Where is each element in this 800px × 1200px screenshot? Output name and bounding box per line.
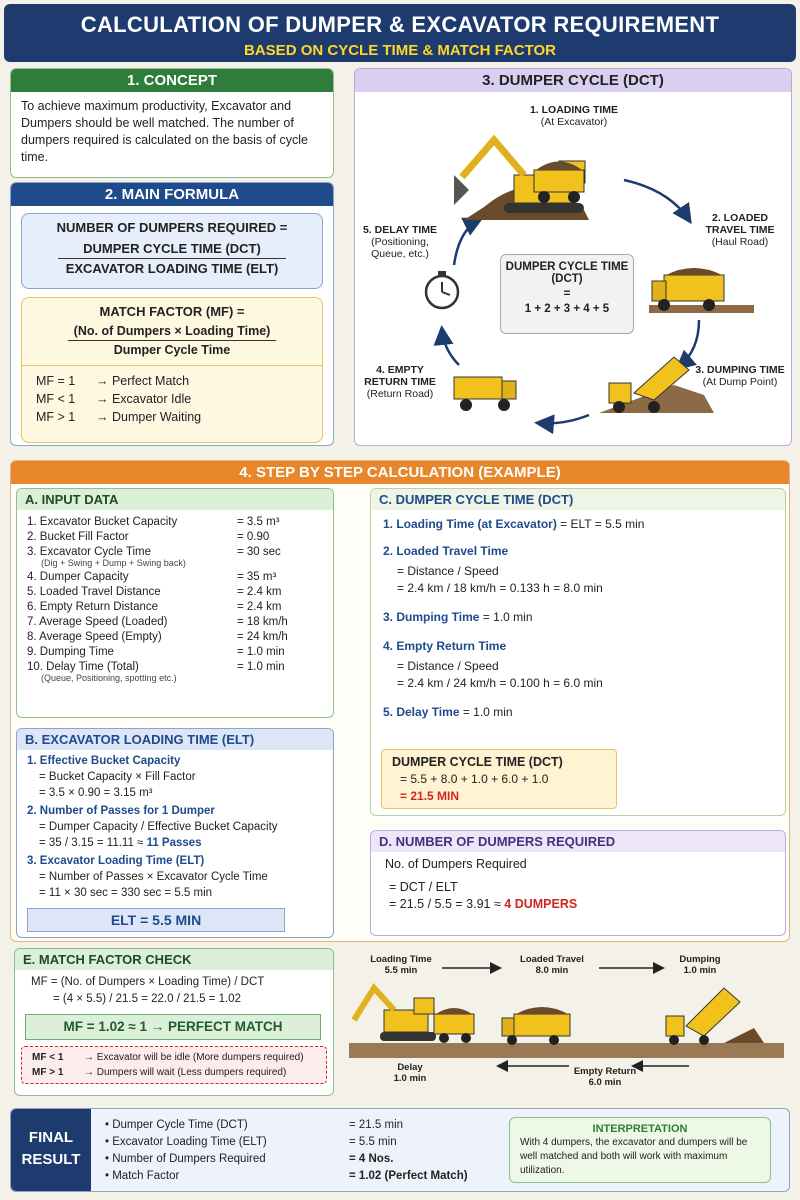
input-row: 6. Empty Return Distance = 2.4 km <box>27 600 282 613</box>
final-panel <box>10 1108 790 1192</box>
input-row: 5. Loaded Travel Distance = 2.4 km <box>27 585 282 598</box>
dumpers-formula <box>21 213 323 289</box>
step-loading: 1. LOADING TIME (At Excavator) <box>529 104 619 128</box>
dct-center-box: DUMPER CYCLE TIME (DCT) = 1 + 2 + 3 + 4 + 5 <box>500 254 634 334</box>
cycle-arrow <box>454 220 479 265</box>
match-factor-formula <box>21 297 323 443</box>
match-check-title: E. MATCH FACTOR CHECK <box>15 949 333 970</box>
concept-text: To achieve maximum productivity, Excavator and Dumpers should be well matched. The number of dumpers required is calculated on the basis of cycle time. <box>21 99 308 164</box>
input-row: 1. Excavator Bucket Capacity = 3.5 m³ <box>27 515 280 528</box>
input-row: 2. Bucket Fill Factor = 0.90 <box>27 530 270 543</box>
mf-row: MF > 1 → Dumper Waiting <box>36 410 202 424</box>
loaded-truck-icon <box>649 268 754 313</box>
flow-empty-return: Empty Return 6.0 min <box>573 1066 637 1088</box>
ndr-label: NUMBER OF DUMPERS REQUIRED = <box>56 220 288 235</box>
step-title: 4. STEP BY STEP CALCULATION (EXAMPLE) <box>11 461 789 484</box>
final-list: • Dumper Cycle Time (DCT) = 21.5 min • Excavator Loading Time (ELT) = 5.5 min • Number of Dumpers Required = 4 Nos. • Match Factor = 1.02 (Perfect Match) <box>105 1119 468 1182</box>
page-title: CALCULATION OF DUMPER & EXCAVATOR REQUIREMENT <box>80 12 720 37</box>
dct-result-box: DUMPER CYCLE TIME (DCT) = 5.5 + 8.0 + 1.0 + 6.0 + 1.0 = 21.5 MIN <box>381 749 617 809</box>
fraction-line <box>58 258 286 259</box>
input-row: 7. Average Speed (Loaded) = 18 km/h <box>27 615 288 628</box>
dct-title: C. DUMPER CYCLE TIME (DCT) <box>371 489 785 510</box>
ground-strip <box>349 1043 784 1058</box>
fraction-line <box>68 340 276 341</box>
step-delay: 5. DELAY TIME (Positioning, Queue, etc.) <box>362 224 438 260</box>
page-subtitle: BASED ON CYCLE TIME & MATCH FACTOR <box>244 42 556 59</box>
match-check-panel: E. MATCH FACTOR CHECK MF = (No. of Dumpers × Loading Time) / DCT = (4 × 5.5) / 21.5 = 22.0 / 21.5 = 1.02 MF = 1.02 ≈ 1 → PERFECT MATCH MF < 1 → Excavator will be idle (More dumpers required) MF > 1 → Dumpers will wait (Less dumpers required) <box>14 948 334 1096</box>
cycle-arrow <box>679 320 699 367</box>
mf-numerator: (No. of Dumpers × Loading Time) <box>73 324 271 338</box>
concept-title: 1. CONCEPT <box>11 69 333 92</box>
dct-panel: C. DUMPER CYCLE TIME (DCT) 1. Loading Time (at Excavator) = ELT = 5.5 min 2. Loaded Travel Time = Distance / Speed = 2.4 km / 18 km/h = 0.133 h = 8.0 min 3. Dumping Time = 1.0 min 4. Empty Return Time = Distance / Speed = 2.4 km / 24 km/h = 0.100 h = 6.0 min 5. Delay Time = 1.0 min DUMPER CYCLE TIME (DCT) = 5.5 + 8.0 + 1.0 + 6.0 + 1.0 = 21.5 MIN <box>370 488 786 816</box>
dumpers-title: D. NUMBER OF DUMPERS REQUIRED <box>371 831 785 852</box>
step-empty-return: 4. EMPTY RETURN TIME (Return Road) <box>364 364 436 400</box>
mf-label: MATCH FACTOR (MF) = <box>99 304 245 319</box>
input-row: 8. Average Speed (Empty) = 24 km/h <box>27 630 288 643</box>
mf-row: MF < 1 → Excavator Idle <box>36 392 192 406</box>
elt-result: ELT = 5.5 MIN <box>27 908 285 932</box>
elt-panel: B. EXCAVATOR LOADING TIME (ELT) 1. Effective Bucket Capacity = Bucket Capacity × Fill Factor = 3.5 × 0.90 = 3.15 m³ 2. Number of Passes for 1 Dumper = Dumper Capacity / Effective Bucket Capacity = 35 / 3.15 = 11.11 ≈ 11 Passes 3. Excavator Loading Time (ELT) = Number of Passes × Excavator Cycle Time = 11 × 30 sec = 330 sec = 5.5 min ELT = 5.5 MIN <box>16 728 334 938</box>
concept-panel <box>10 68 334 178</box>
input-row: 3. Excavator Cycle Time (Dig + Swing + Dump + Swing back) = 30 sec <box>27 545 281 568</box>
dumping-truck-icon <box>666 988 764 1045</box>
final-label: FINAL RESULT <box>11 1109 91 1191</box>
flow-loading: Loading Time 5.5 min <box>370 954 432 976</box>
input-row: 4. Dumper Capacity = 35 m³ <box>27 570 277 583</box>
flow-dumping: Dumping 1.0 min <box>679 954 721 976</box>
interpretation-box: INTERPRETATION With 4 dumpers, the excavator and dumpers will be well matched and both will work with maximum utilization. <box>509 1117 771 1183</box>
input-panel <box>16 488 334 718</box>
excavator-icon <box>354 988 436 1041</box>
formula-title: 2. MAIN FORMULA <box>11 183 333 206</box>
elt-title: B. EXCAVATOR LOADING TIME (ELT) <box>17 729 333 750</box>
ndr-numerator: DUMPER CYCLE TIME (DCT) <box>83 241 261 256</box>
input-table <box>27 514 323 684</box>
empty-truck-icon <box>454 377 516 411</box>
mf-row: MF = 1 → Perfect Match <box>36 374 190 388</box>
elt-step-1: 1. Effective Bucket Capacity <box>27 755 181 767</box>
ndr-denominator: EXCAVATOR LOADING TIME (ELT) <box>65 261 279 276</box>
stopwatch-icon <box>426 271 458 308</box>
flow-loaded-travel: Loaded Travel 8.0 min <box>520 954 584 976</box>
flow-delay: Delay 1.0 min <box>393 1062 427 1084</box>
formula-panel <box>10 182 334 446</box>
cycle-arrow <box>442 330 459 365</box>
cycle-title: 3. DUMPER CYCLE (DCT) <box>355 69 791 92</box>
page-header <box>4 4 796 62</box>
loaded-truck-icon <box>502 1007 570 1045</box>
mf-denominator: Dumper Cycle Time <box>113 343 231 357</box>
step-dumping: 3. DUMPING TIME (At Dump Point) <box>695 364 785 388</box>
cycle-arrow <box>624 180 689 220</box>
step-loaded-travel: 2. LOADED TRAVEL TIME (Haul Road) <box>705 212 775 248</box>
mf-result: MF = 1.02 ≈ 1 → PERFECT MATCH <box>25 1014 321 1040</box>
elt-step-3: 3. Excavator Loading Time (ELT) <box>27 855 205 867</box>
dumpers-panel: D. NUMBER OF DUMPERS REQUIRED No. of Dumpers Required = DCT / ELT = 21.5 / 5.5 = 3.91 ≈ 4 DUMPERS <box>370 830 786 936</box>
input-title: A. INPUT DATA <box>17 489 333 510</box>
loaded-truck-icon <box>434 1008 474 1043</box>
cycle-arrow <box>539 415 589 423</box>
mf-notes: MF < 1 → Excavator will be idle (More dumpers required) MF > 1 → Dumpers will wait (Less dumpers required) <box>21 1046 327 1084</box>
input-row: 9. Dumping Time = 1.0 min <box>27 645 285 658</box>
input-row: 10. Delay Time (Total) (Queue, Positioning, spotting etc.) = 1.0 min <box>27 660 285 683</box>
elt-step-2: 2. Number of Passes for 1 Dumper <box>27 805 215 817</box>
